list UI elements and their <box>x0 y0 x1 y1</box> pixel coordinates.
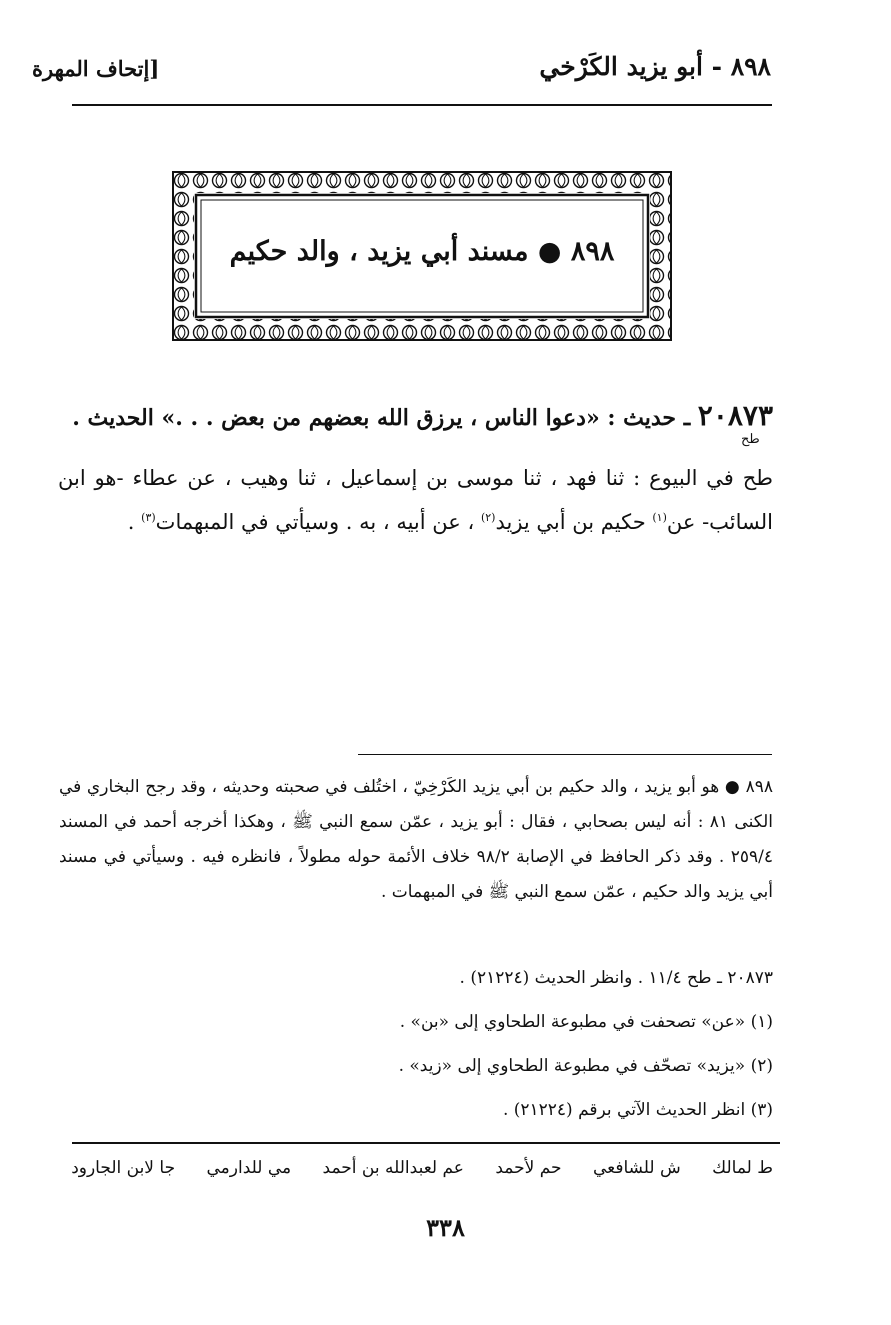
footnote-main: ٨٩٨ ● هو أبو يزيد ، والد حكيم بن أبي يزيد الكَرْخِيّ ، اختُلف في صحبته وحديثه ، وقد رجح البخاري في الكنى ٨١ : أنه ليس بصحابي ، فقال : أبو يزيد ، عمّن سمع النبي ﷺ ، وهكذا أخرجه أحمد في المسند ٢٥٩/٤ . وقد ذكر الحافظ في الإصابة ٩٨/٢ خلاف الأئمة حوله مطولاً ، فانظره فيه . وسيأتي في مسند أبي يزيد والد حكيم ، عمّن سمع النبي ﷺ في المبهمات . <box>59 777 774 902</box>
page-number: ٣٣٨ <box>426 1213 465 1242</box>
footnote-hadith-source: ٢٠٨٧٣ ـ طح ١١/٤ . وانظر الحديث (٢١٢٢٤) . <box>459 968 773 988</box>
hadith-heading-text: ـ حديث : «دعوا الناس ، يرزق الله بعضهم من بعض . . .» الحديث . <box>72 405 698 431</box>
running-header-book: [إتحاف المهرة <box>32 56 160 81</box>
hadith-chain-text <box>58 458 773 542</box>
musnad-heading: ٨٩٨ ● مسند أبي يزيد ، والد حكيم <box>229 236 615 267</box>
footnote-rule <box>358 754 772 755</box>
abbreviation-item: ط لمالك <box>712 1158 773 1178</box>
header-rule <box>72 104 772 106</box>
running-header-title: ٨٩٨ - أبو يزيد الكَرْخي <box>539 52 771 81</box>
footnote-3: (٣) انظر الحديث الآتي برقم (٢١٢٢٤) . <box>502 1100 773 1120</box>
footnote-ref-1[interactable]: (١) <box>652 511 667 524</box>
chain-part-3: ، عن أبيه ، به . وسيأتي في المبهمات <box>155 510 481 534</box>
footnote-ref-2[interactable]: (٢) <box>480 511 496 524</box>
footnote-ref-3[interactable]: (٣) <box>141 511 156 524</box>
abbreviation-key <box>45 1158 773 1178</box>
abbreviation-item: ش للشافعي <box>592 1158 681 1178</box>
hadith-heading-line <box>58 396 773 438</box>
footnote-2: (٢) «يزيد» تصحّف في مطبوعة الطحاوي إلى «زيد» . <box>398 1056 773 1076</box>
chain-part-4: . <box>127 510 142 534</box>
abbreviation-rule <box>72 1142 780 1144</box>
abbreviation-item: مي للدارمي <box>206 1158 292 1178</box>
abbreviation-item: جا لابن الجارود <box>71 1158 176 1178</box>
abbreviation-item: حم لأحمد <box>495 1158 562 1178</box>
chain-part-1: طح في البيوع : ثنا فهد ، ثنا موسى بن إسماعيل ، ثنا وهيب ، عن عطاء -هو ابن السائب- عن <box>58 466 773 534</box>
hadith-entry <box>58 396 773 438</box>
hadith-number: ٢٠٨٧٣ <box>697 399 773 432</box>
chain-part-2: حكيم بن أبي يزيد <box>495 510 653 534</box>
abbreviation-item: عم لعبدالله بن أحمد <box>322 1158 464 1178</box>
footnote-1: (١) «عن» تصحفت في مطبوعة الطحاوي إلى «بن» . <box>399 1012 773 1032</box>
source-code-label: طح <box>741 432 760 447</box>
